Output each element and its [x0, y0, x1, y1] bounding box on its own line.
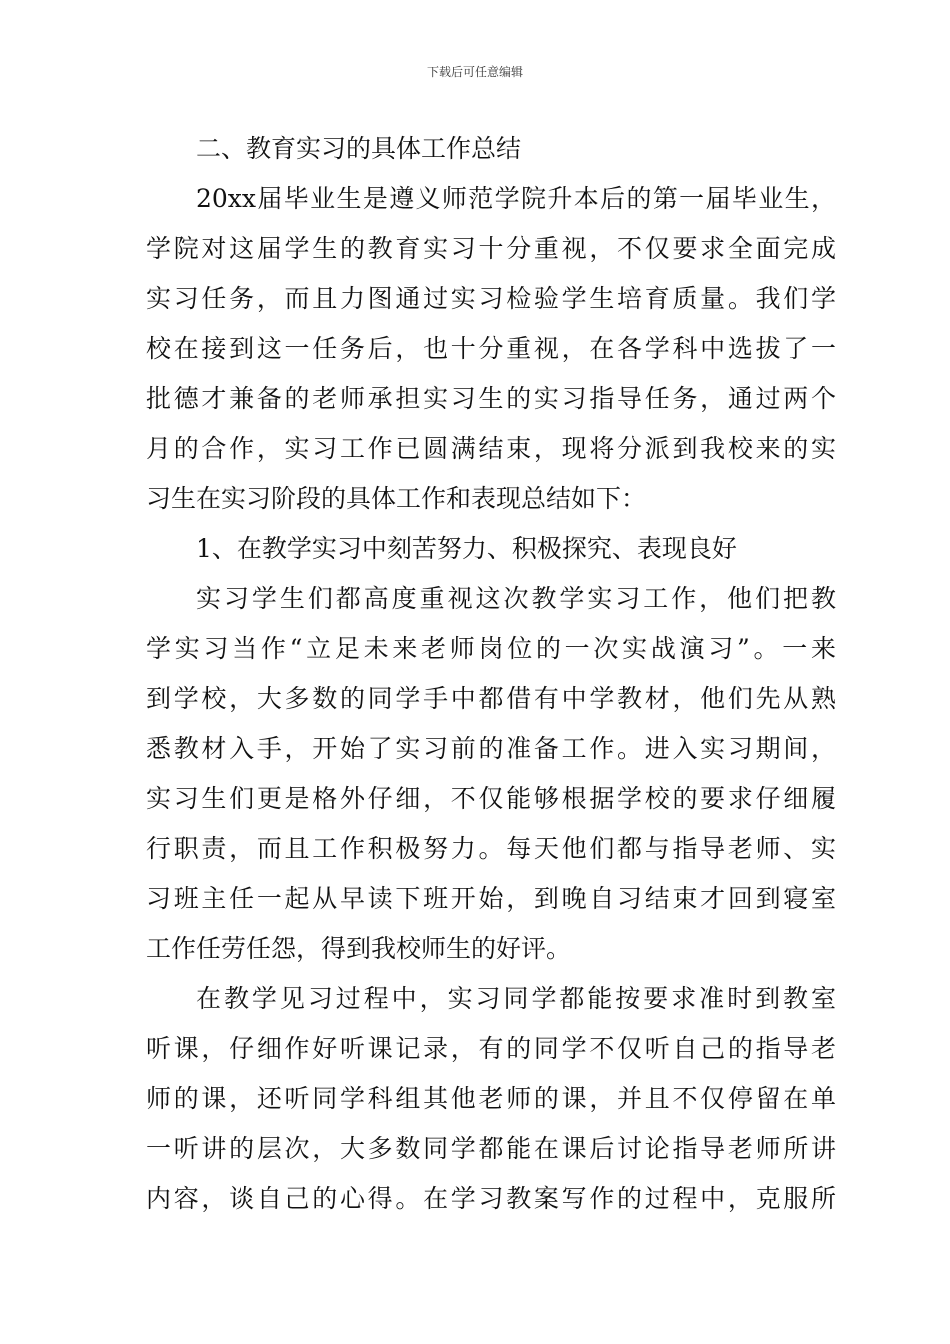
text-line: 实习学生们都高度重视这次教学实习工作，他们把教 [196, 584, 836, 613]
text-line: 行职责，而且工作积极努力。每天他们都与指导老师、实 [146, 834, 836, 863]
section-heading: 二、教育实习的具体工作总结 [196, 134, 522, 163]
text-line: 20xx届毕业生是遵义师范学院升本后的第一届毕业生， [196, 184, 836, 213]
text-line: 习生在实习阶段的具体工作和表现总结如下： [146, 484, 647, 513]
text-line: 悉教材入手，开始了实习前的准备工作。进入实习期间， [146, 734, 836, 763]
text-line: 习班主任一起从早读下班开始，到晚自习结束才回到寝室 [146, 884, 836, 913]
text-line: 听课，仔细作好听课记录，有的同学不仅听自己的指导老 [146, 1034, 836, 1063]
text-line: 一听讲的层次，大多数同学都能在课后讨论指导老师所讲 [146, 1134, 836, 1163]
subsection-heading: 1、在教学实习中刻苦努力、积极探究、表现良好 [196, 534, 737, 563]
text-line: 批德才兼备的老师承担实习生的实习指导任务，通过两个 [146, 384, 836, 413]
text-line: 月的合作，实习工作已圆满结束，现将分派到我校来的实 [146, 434, 836, 463]
page-header: 下载后可任意编辑 [426, 65, 523, 79]
text-line: 内容，谈自己的心得。在学习教案写作的过程中，克服所 [146, 1184, 836, 1213]
text-line: 工作任劳任怨，得到我校师生的好评。 [146, 934, 572, 963]
text-line: 实习生们更是格外仔细，不仅能够根据学校的要求仔细履 [146, 784, 836, 813]
text-line: 在教学见习过程中，实习同学都能按要求准时到教室 [196, 984, 836, 1013]
text-line: 校在接到这一任务后，也十分重视，在各学科中选拔了一 [146, 334, 836, 363]
text-line: 学院对这届学生的教育实习十分重视，不仅要求全面完成 [146, 234, 836, 263]
text-line: 到学校，大多数的同学手中都借有中学教材，他们先从熟 [146, 684, 836, 713]
text-line: 实习任务，而且力图通过实习检验学生培育质量。我们学 [146, 284, 836, 313]
text-line: 师的课，还听同学科组其他老师的课，并且不仅停留在单 [146, 1084, 836, 1113]
text-line: 学实习当作“立足未来老师岗位的一次实战演习”。一来 [146, 634, 836, 663]
